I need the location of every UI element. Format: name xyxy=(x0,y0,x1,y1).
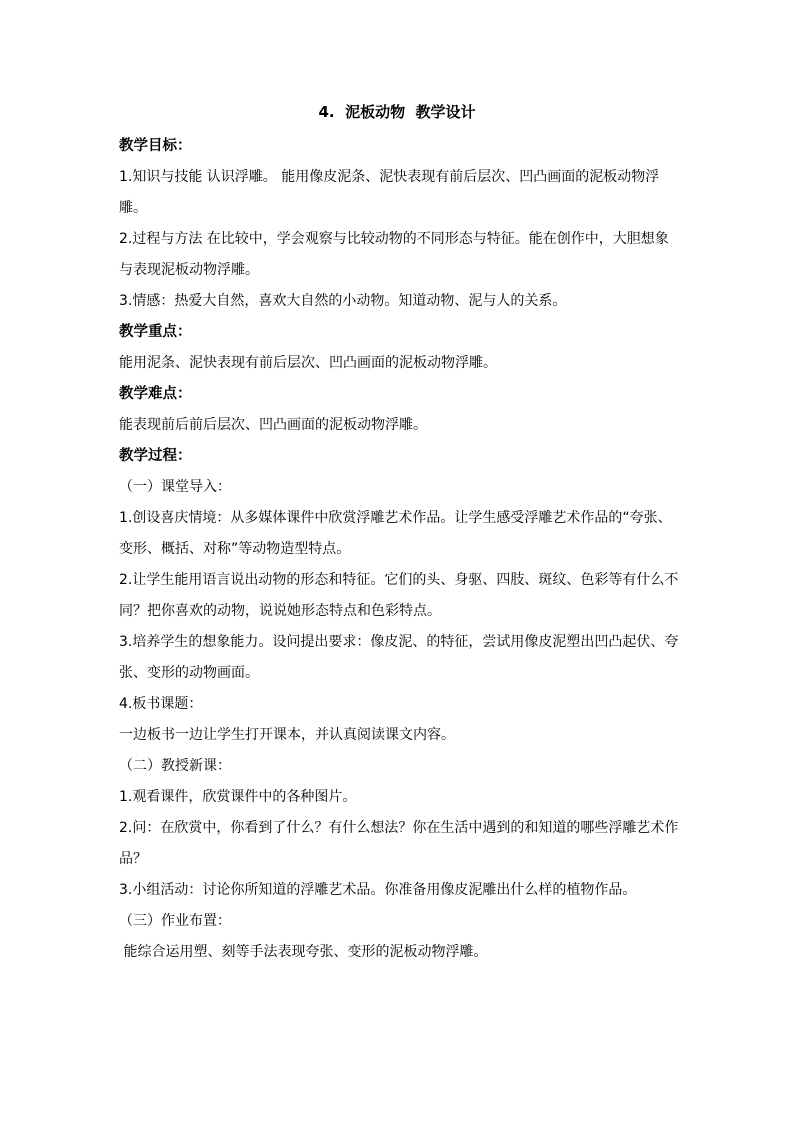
part1-item-1: 1.创设喜庆情境：从多媒体课件中欣赏浮雕艺术作品。让学生感受浮雕艺术作品的“夸张、变形、概括、对称”等动物造型特点。 xyxy=(119,510,672,557)
part1-heading: （一）课堂导入： xyxy=(119,479,231,495)
key-points-heading: 教学重点： xyxy=(119,324,192,340)
key-points-text: 能用泥条、泥快表现有前后层次、凹凸画面的泥板动物浮雕。 xyxy=(119,355,497,371)
part3-text: 能综合运用塑、刻等手法表现夸张、变形的泥板动物浮雕。 xyxy=(119,944,488,960)
document-title: 4. 泥板动物 教学设计 xyxy=(318,103,476,121)
part1-item-4-text: 一边板书一边让学生打开课本，并认真阅读课文内容。 xyxy=(119,727,455,743)
part2-item-2: 2.问：在欣赏中，你看到了什么？有什么想法？你在生活中遇到的和知道的哪些浮雕艺术作品？ xyxy=(119,820,679,867)
part2-item-1: 1.观看课件，欣赏课件中的各种图片。 xyxy=(119,789,357,805)
difficulty-text: 能表现前后前后层次、凹凸画面的泥板动物浮雕。 xyxy=(119,417,427,433)
objective-3: 3.情感：热爱大自然，喜欢大自然的小动物。知道动物、泥与人的关系。 xyxy=(119,293,567,309)
part1-item-3: 3.培养学生的想象能力。设问提出要求：像皮泥、的特征，尝试用像皮泥塑出凹凸起伏、夸张、变形的动物画面。 xyxy=(119,634,679,681)
process-heading: 教学过程： xyxy=(119,448,192,464)
objective-1: 1.知识与技能 认识浮雕。 能用像皮泥条、泥快表现有前后层次、凹凸画面的泥板动物浮雕。 xyxy=(119,169,660,216)
part1-item-4: 4.板书课题： xyxy=(119,696,203,712)
document-body xyxy=(119,131,679,968)
part1-item-2: 2.让学生能用语言说出动物的形态和特征。它们的头、身驱、四肢、斑纹、色彩等有什么不同？把你喜欢的动物，说说她形态特点和色彩特点。 xyxy=(119,572,679,619)
objectives-heading: 教学目标： xyxy=(119,138,192,154)
part2-heading: （二）教授新课： xyxy=(119,758,231,774)
part3-heading: （三）作业布置： xyxy=(119,913,231,929)
difficulty-heading: 教学难点： xyxy=(119,386,192,402)
objective-2: 2.过程与方法 在比较中，学会观察与比较动物的不同形态与特征。能在创作中，大胆想象与表现泥板动物浮雕。 xyxy=(119,231,669,278)
part2-item-3: 3.小组活动：讨论你所知道的浮雕艺术品。你准备用像皮泥雕出什么样的植物作品。 xyxy=(119,882,637,898)
